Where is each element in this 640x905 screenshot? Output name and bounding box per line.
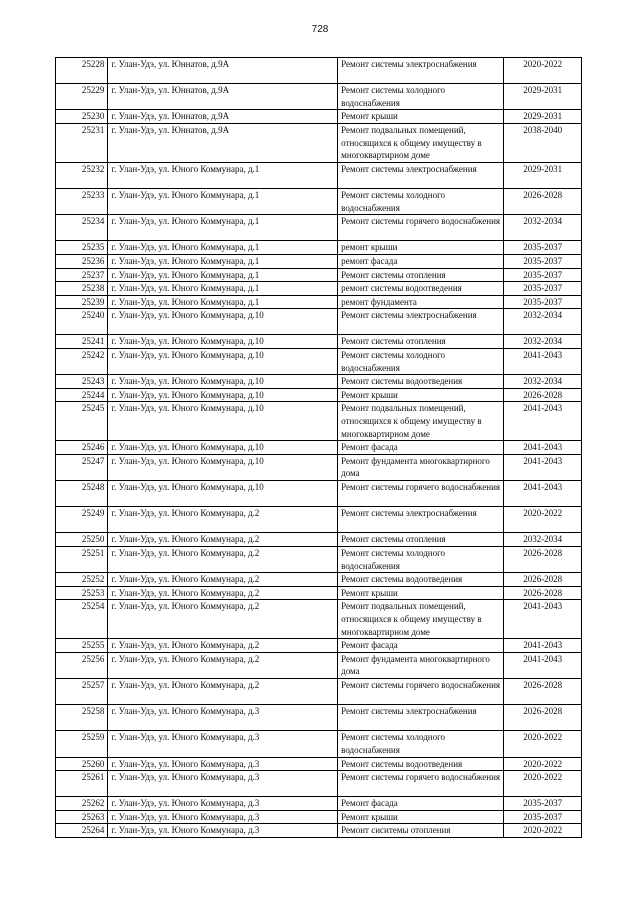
table-row: [56, 586, 582, 600]
row-id: 25252: [56, 573, 108, 587]
row-period: 2032-2034: [504, 533, 582, 547]
row-work-type: Ремонт системы холодного водоснабжения: [338, 731, 504, 757]
row-address: г. Улан-Удэ, ул. Юного Коммунара, д.2: [108, 507, 338, 533]
row-work-type: Ремонт системы отопления: [338, 533, 504, 547]
row-id: 25241: [56, 335, 108, 349]
row-id: 25242: [56, 349, 108, 375]
table-row: [56, 123, 582, 162]
row-id: 25262: [56, 797, 108, 811]
row-work-type: Ремонт системы холодного водоснабжения: [338, 188, 504, 214]
row-id: 25257: [56, 678, 108, 704]
row-work-type: Ремонт сиситемы отопления: [338, 824, 504, 838]
row-address: г. Улан-Удэ, ул. Юного Коммунара, д.2: [108, 678, 338, 704]
table-row: [56, 58, 582, 84]
row-work-type: Ремонт системы горячего водоснабжения: [338, 215, 504, 241]
table-row: [56, 282, 582, 296]
row-address: г. Улан-Удэ, ул. Юного Коммунара, д.3: [108, 824, 338, 838]
table-row: [56, 547, 582, 573]
row-work-type: Ремонт системы электроснабжения: [338, 309, 504, 335]
table-row: [56, 771, 582, 797]
table-row: [56, 309, 582, 335]
row-address: г. Улан-Удэ, ул. Юного Коммунара, д.10: [108, 309, 338, 335]
row-id: 25228: [56, 58, 108, 84]
row-id: 25259: [56, 731, 108, 757]
table-row: [56, 388, 582, 402]
row-id: 25235: [56, 241, 108, 255]
row-period: 2029-2031: [504, 162, 582, 188]
row-id: 25261: [56, 771, 108, 797]
row-work-type: Ремонт крыши: [338, 586, 504, 600]
row-period: 2035-2037: [504, 254, 582, 268]
row-id: 25249: [56, 507, 108, 533]
row-id: 25253: [56, 586, 108, 600]
row-address: г. Улан-Удэ, ул. Юннатов, д.9А: [108, 84, 338, 110]
row-id: 25230: [56, 110, 108, 124]
table-row: [56, 268, 582, 282]
row-period: 2026-2028: [504, 678, 582, 704]
row-period: 2041-2043: [504, 481, 582, 507]
row-period: 2041-2043: [504, 441, 582, 455]
table-row: [56, 441, 582, 455]
row-work-type: Ремонт фасада: [338, 797, 504, 811]
row-id: 25251: [56, 547, 108, 573]
row-address: г. Улан-Удэ, ул. Юного Коммунара, д.1: [108, 268, 338, 282]
row-address: г. Улан-Удэ, ул. Юного Коммунара, д.1: [108, 215, 338, 241]
row-work-type: Ремонт системы горячего водоснабжения: [338, 678, 504, 704]
row-id: 25264: [56, 824, 108, 838]
row-work-type: Ремонт фасада: [338, 441, 504, 455]
row-address: г. Улан-Удэ, ул. Юного Коммунара, д.10: [108, 375, 338, 389]
row-period: 2038-2040: [504, 123, 582, 162]
table-row: [56, 295, 582, 309]
row-work-type: Ремонт фундамента многоквартирного дома: [338, 454, 504, 480]
row-work-type: Ремонт системы водоотведения: [338, 375, 504, 389]
row-id: 25239: [56, 295, 108, 309]
row-work-type: Ремонт системы электроснабжения: [338, 162, 504, 188]
row-id: 25263: [56, 810, 108, 824]
row-period: 2032-2034: [504, 309, 582, 335]
row-address: г. Улан-Удэ, ул. Юного Коммунара, д.2: [108, 600, 338, 639]
row-period: 2032-2034: [504, 215, 582, 241]
row-address: г. Улан-Удэ, ул. Юного Коммунара, д.10: [108, 349, 338, 375]
table-row: [56, 162, 582, 188]
row-address: г. Улан-Удэ, ул. Юного Коммунара, д.10: [108, 335, 338, 349]
row-period: 2035-2037: [504, 268, 582, 282]
row-address: г. Улан-Удэ, ул. Юного Коммунара, д.10: [108, 388, 338, 402]
table-row: [56, 454, 582, 480]
table-body: [56, 58, 582, 838]
row-id: 25248: [56, 481, 108, 507]
row-id: 25236: [56, 254, 108, 268]
row-period: 2035-2037: [504, 241, 582, 255]
row-address: г. Улан-Удэ, ул. Юного Коммунара, д.10: [108, 454, 338, 480]
row-id: 25229: [56, 84, 108, 110]
row-address: г. Улан-Удэ, ул. Юного Коммунара, д.1: [108, 282, 338, 296]
table-row: [56, 215, 582, 241]
row-period: 2020-2022: [504, 757, 582, 771]
row-work-type: ремонт фундамента: [338, 295, 504, 309]
row-work-type: Ремонт системы электроснабжения: [338, 507, 504, 533]
row-period: 2041-2043: [504, 349, 582, 375]
row-period: 2026-2028: [504, 705, 582, 731]
table-row: [56, 241, 582, 255]
row-work-type: ремонт фасада: [338, 254, 504, 268]
row-period: 2041-2043: [504, 454, 582, 480]
table-row: [56, 652, 582, 678]
row-address: г. Улан-Удэ, ул. Юного Коммунара, д.10: [108, 481, 338, 507]
row-period: 2041-2043: [504, 402, 582, 441]
table-row: [56, 349, 582, 375]
row-address: г. Улан-Удэ, ул. Юного Коммунара, д.2: [108, 639, 338, 653]
row-address: г. Улан-Удэ, ул. Юного Коммунара, д.1: [108, 241, 338, 255]
row-id: 25247: [56, 454, 108, 480]
table-row: [56, 678, 582, 704]
row-work-type: Ремонт системы отопления: [338, 268, 504, 282]
row-address: г. Улан-Удэ, ул. Юннатов, д.9А: [108, 58, 338, 84]
row-period: 2026-2028: [504, 586, 582, 600]
table-row: [56, 507, 582, 533]
row-id: 25234: [56, 215, 108, 241]
table-row: [56, 757, 582, 771]
table-row: [56, 375, 582, 389]
row-work-type: Ремонт системы водоотведения: [338, 573, 504, 587]
row-id: 25256: [56, 652, 108, 678]
row-address: г. Улан-Удэ, ул. Юного Коммунара, д.2: [108, 533, 338, 547]
row-work-type: Ремонт системы электроснабжения: [338, 705, 504, 731]
row-period: 2041-2043: [504, 600, 582, 639]
row-period: 2035-2037: [504, 282, 582, 296]
row-id: 25232: [56, 162, 108, 188]
row-id: 25255: [56, 639, 108, 653]
row-work-type: Ремонт фасада: [338, 639, 504, 653]
row-work-type: Ремонт подвальных помещений, относящихся к общему имуществу в многоквартирном доме: [338, 600, 504, 639]
row-period: 2026-2028: [504, 388, 582, 402]
row-id: 25250: [56, 533, 108, 547]
row-period: 2020-2022: [504, 731, 582, 757]
row-work-type: Ремонт системы горячего водоснабжения: [338, 481, 504, 507]
row-address: г. Улан-Удэ, ул. Юннатов, д.9А: [108, 123, 338, 162]
row-period: 2041-2043: [504, 639, 582, 653]
row-id: 25231: [56, 123, 108, 162]
row-address: г. Улан-Удэ, ул. Юного Коммунара, д.3: [108, 771, 338, 797]
row-work-type: Ремонт системы электроснабжения: [338, 58, 504, 84]
row-period: 2020-2022: [504, 771, 582, 797]
table-row: [56, 110, 582, 124]
row-period: 2032-2034: [504, 375, 582, 389]
row-id: 25238: [56, 282, 108, 296]
row-work-type: Ремонт подвальных помещений, относящихся к общему имуществу в многоквартирном доме: [338, 402, 504, 441]
table-row: [56, 188, 582, 214]
row-id: 25245: [56, 402, 108, 441]
table-row: [56, 481, 582, 507]
row-work-type: ремонт крыши: [338, 241, 504, 255]
row-id: 25258: [56, 705, 108, 731]
table-row: [56, 573, 582, 587]
row-period: 2026-2028: [504, 188, 582, 214]
page-number: 728: [311, 24, 329, 35]
table-row: [56, 84, 582, 110]
row-address: г. Улан-Удэ, ул. Юного Коммунара, д.1: [108, 188, 338, 214]
row-work-type: ремонт системы водоотведения: [338, 282, 504, 296]
row-work-type: Ремонт крыши: [338, 810, 504, 824]
row-period: 2032-2034: [504, 335, 582, 349]
row-address: г. Улан-Удэ, ул. Юннатов, д.9А: [108, 110, 338, 124]
row-work-type: Ремонт системы холодного водоснабжения: [338, 547, 504, 573]
row-period: 2020-2022: [504, 824, 582, 838]
row-work-type: Ремонт системы холодного водоснабжения: [338, 349, 504, 375]
table-row: [56, 824, 582, 838]
row-period: 2041-2043: [504, 652, 582, 678]
row-id: 25244: [56, 388, 108, 402]
table-row: [56, 402, 582, 441]
row-period: 2035-2037: [504, 797, 582, 811]
row-id: 25243: [56, 375, 108, 389]
row-period: 2035-2037: [504, 295, 582, 309]
row-address: г. Улан-Удэ, ул. Юного Коммунара, д.2: [108, 586, 338, 600]
row-work-type: Ремонт крыши: [338, 388, 504, 402]
row-period: 2029-2031: [504, 110, 582, 124]
repair-schedule-table: [55, 57, 582, 838]
row-work-type: Ремонт системы холодного водоснабжения: [338, 84, 504, 110]
row-address: г. Улан-Удэ, ул. Юного Коммунара, д.3: [108, 797, 338, 811]
row-address: г. Улан-Удэ, ул. Юного Коммунара, д.3: [108, 757, 338, 771]
row-id: 25254: [56, 600, 108, 639]
row-work-type: Ремонт фундамента многоквартирного дома: [338, 652, 504, 678]
row-work-type: Ремонт крыши: [338, 110, 504, 124]
row-period: 2020-2022: [504, 507, 582, 533]
row-period: 2026-2028: [504, 573, 582, 587]
row-address: г. Улан-Удэ, ул. Юного Коммунара, д.2: [108, 573, 338, 587]
row-period: 2020-2022: [504, 58, 582, 84]
table-row: [56, 335, 582, 349]
row-address: г. Улан-Удэ, ул. Юного Коммунара, д.2: [108, 547, 338, 573]
table-row: [56, 705, 582, 731]
table-row: [56, 639, 582, 653]
row-id: 25240: [56, 309, 108, 335]
table-row: [56, 533, 582, 547]
row-id: 25246: [56, 441, 108, 455]
table-row: [56, 810, 582, 824]
row-period: 2029-2031: [504, 84, 582, 110]
row-address: г. Улан-Удэ, ул. Юного Коммунара, д.1: [108, 295, 338, 309]
row-work-type: Ремонт системы водоотведения: [338, 757, 504, 771]
table-row: [56, 797, 582, 811]
row-id: 25237: [56, 268, 108, 282]
row-id: 25260: [56, 757, 108, 771]
row-work-type: Ремонт системы отопления: [338, 335, 504, 349]
row-address: г. Улан-Удэ, ул. Юного Коммунара, д.10: [108, 441, 338, 455]
row-period: 2026-2028: [504, 547, 582, 573]
table-row: [56, 731, 582, 757]
row-address: г. Улан-Удэ, ул. Юного Коммунара, д.1: [108, 254, 338, 268]
row-address: г. Улан-Удэ, ул. Юного Коммунара, д.3: [108, 705, 338, 731]
table-row: [56, 254, 582, 268]
row-work-type: Ремонт системы горячего водоснабжения: [338, 771, 504, 797]
row-address: г. Улан-Удэ, ул. Юного Коммунара, д.10: [108, 402, 338, 441]
row-address: г. Улан-Удэ, ул. Юного Коммунара, д.3: [108, 731, 338, 757]
row-id: 25233: [56, 188, 108, 214]
row-address: г. Улан-Удэ, ул. Юного Коммунара, д.2: [108, 652, 338, 678]
row-address: г. Улан-Удэ, ул. Юного Коммунара, д.1: [108, 162, 338, 188]
row-address: г. Улан-Удэ, ул. Юного Коммунара, д.3: [108, 810, 338, 824]
row-work-type: Ремонт подвальных помещений, относящихся к общему имуществу в многоквартирном доме: [338, 123, 504, 162]
table-row: [56, 600, 582, 639]
row-period: 2035-2037: [504, 810, 582, 824]
